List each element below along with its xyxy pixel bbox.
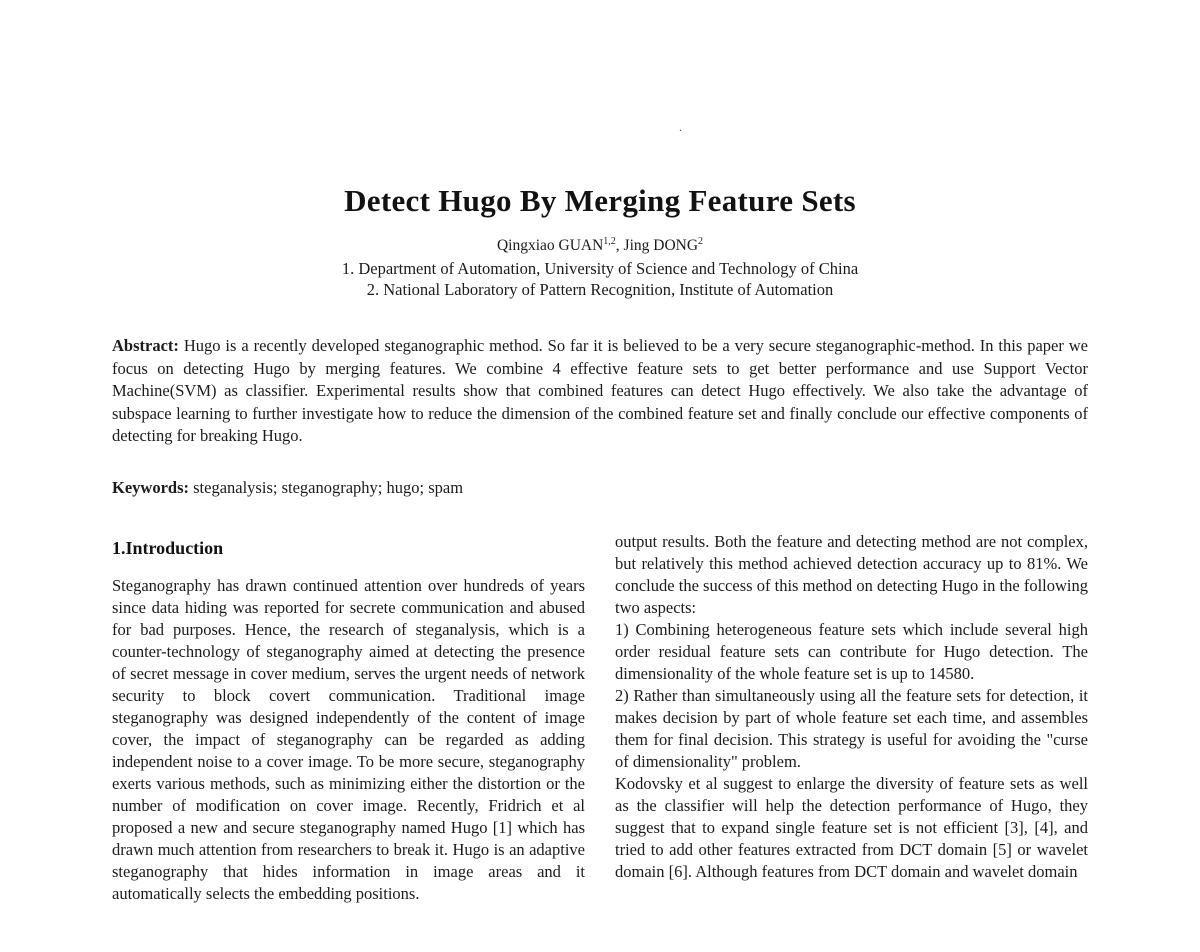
intro-right-paragraph-3: 2) Rather than simultaneously using all the feature sets for detection, it makes decision by part of whole feature set each time, and assembles them for final decision. This strategy is useful for avoiding the "curse of dimensionality" problem. <box>615 685 1088 771</box>
keywords-text: steganalysis; steganography; hugo; spam <box>189 477 464 497</box>
right-column <box>615 531 1088 905</box>
author-affil-sup-2: 2 <box>698 235 704 247</box>
intro-right-paragraph-2: 1) Combining heterogeneous feature sets which include several high order residual feature sets can contribute for Hugo detection. The dimensionality of the whole feature set is up to 14580. <box>615 619 1088 683</box>
stray-mark: . <box>679 120 682 134</box>
abstract-label: Abstract: <box>112 336 179 355</box>
section-heading-introduction: 1.Introduction <box>112 537 224 558</box>
author-name-1: Qingxiao GUAN <box>496 237 604 254</box>
intro-left-paragraph: Steganography has drawn continued attention over hundreds of years since data hiding was reported for secrete communication and abused for bad purposes. Hence, the research of steganalysis, which is a counter-technology of steganography aimed at detecting the presence of secret message in cover medium, serves the urgent needs of network security to block covert communication. Traditional image steganography was designed independently of the content of image cover, the impact of steganography can be regarded as adding independent noise to a cover image. To be more secure, steganography exerts various methods, such as minimizing either the distortion or the number of modification on cover image. Recently, Fridrich et al proposed a new and secure steganography named Hugo [1] which has drawn much attention from researchers to break it. Hugo is an adaptive steganography that hides information in image areas and it automatically selects the embedding positions. <box>112 575 585 903</box>
paper-title: Detect Hugo By Merging Feature Sets <box>344 183 856 218</box>
author-line <box>112 236 1088 256</box>
intro-right-paragraph-4: Kodovsky et al suggest to enlarge the diversity of feature sets as well as the classifier will help the detection performance of Hugo, they suggest that to expand single feature set is not efficient [3], [4], and tried to add other features extracted from DCT domain [5] or wavelet domain [6]. Although features from DCT domain and wavelet domain <box>615 773 1088 881</box>
body-columns <box>112 531 1088 905</box>
left-column <box>112 531 585 905</box>
author-affil-sup-1: 1,2 <box>603 235 616 247</box>
keywords <box>112 477 1088 499</box>
intro-right-paragraph-1: output results. Both the feature and detecting method are not complex, but relatively this method achieved detection accuracy up to 81%. We conclude the success of this method on detecting Hugo in the following two aspects: <box>615 531 1088 617</box>
affiliations <box>112 258 1088 300</box>
abstract <box>112 335 1088 448</box>
affiliation-line-2: 2. National Laboratory of Pattern Recognition, Institute of Automation <box>366 280 834 299</box>
author-name-2: , Jing DONG <box>615 237 699 254</box>
affiliation-line-1: 1. Department of Automation, University of Science and Technology of China <box>341 259 859 278</box>
abstract-text: Hugo is a recently developed steganographic method. So far it is believed to be a very secure steganographic-method. In this paper we focus on detecting Hugo by merging features. We combine 4 effective feature sets to get better performance and use Support Vector Machine(SVM) as classifier. Experimental results show that combined features can detect Hugo effectively. We also take the advantage of subspace learning to further investigate how to reduce the dimension of the combined feature set and finally conclude our effective components of detecting for breaking Hugo. <box>112 336 1088 445</box>
keywords-label: Keywords: <box>112 477 189 497</box>
